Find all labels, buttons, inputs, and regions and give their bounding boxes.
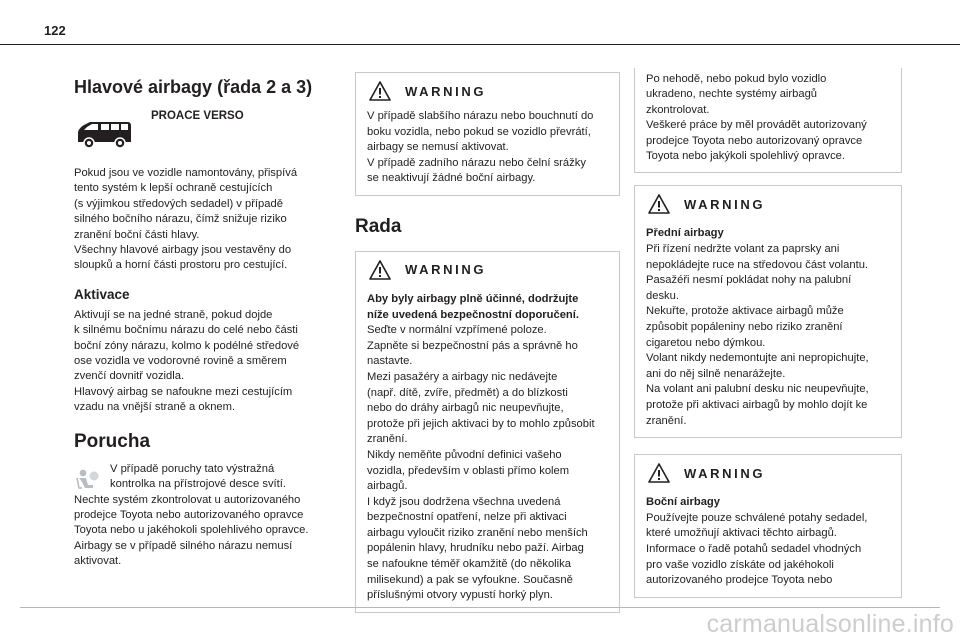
section-title-head-airbags: Hlavové airbagy (řada 2 a 3) (74, 77, 313, 97)
fault-paragraph: Nechte systém zkontrolovat u autorizovaného prodejce Toyota nebo autorizovaného opravce Toyota nebo u jakéhokoli spolehlivého opravce. Airbagy se v případě silného nárazu nemusí aktivovat. (74, 493, 309, 568)
warning-box-1 (355, 72, 620, 196)
warning-triangle-icon (369, 260, 391, 280)
fault-paragraph-lead: V případě poruchy tato výstražná kontrolka na přístrojové desce svítí. (110, 462, 286, 491)
warning-2-lead: Aby byly airbagy plně účinné, dodržujte níže uvedená bezpečnostní doporučení. (367, 292, 579, 321)
warning-title: WARNING (684, 196, 766, 212)
section-title-fault: Porucha (74, 430, 151, 452)
warning-triangle-icon (648, 194, 670, 214)
column-right (634, 68, 902, 598)
airbag-warning-light-icon (74, 468, 100, 490)
model-name: PROACE VERSO (151, 110, 244, 122)
warning-4-text: Používejte pouze schválené potahy sedadel, které umožňují aktivaci těchto airbagů. Informace o řadě potahů sedadel vhodných pro vaše vozidlo získáte od jakéhokoli autorizovaného prodejce Toyota nebo (646, 511, 868, 587)
warning-title: WARNING (684, 465, 766, 481)
warning-header (646, 186, 890, 222)
section-title-advice: Rada (355, 215, 402, 237)
continued-box (634, 68, 902, 173)
warning-title: WARNING (405, 83, 487, 99)
model-row (74, 110, 342, 150)
page-number: 122 (44, 23, 66, 38)
warning-2-text: Seďte v normální vzpřímené poloze. Zapněte si bezpečnostní pás a správně ho nastavte. Mezi pasažéry a airbagy nic nedávejte (např. dítě, zvíře, předmět) a do blízkosti nebo do dráhy airbagů nic neupevňujte, protože při jejich aktivaci by to mohlo způsobit zranění. Nikdy neměňte původní definici vašeho vozidla, především v oblasti přímo kolem airbagů. I když jsou dodržena všechna uvedená bezpečnostní opatření, nelze při aktivaci airbagu vyloučit riziko zranění nebo menších popálenin hlavy, hrudníku nebo paží. Airbag se nafoukne téměř okamžitě (do několika milisekund) a pak se vyfoukne. Současně příslušnými otvory vypustí horký plyn. (367, 324, 595, 602)
warning-header (646, 455, 890, 491)
column-left (74, 70, 342, 570)
warning-triangle-icon (648, 463, 670, 483)
fault-row (74, 462, 342, 493)
warning-1-text: V případě slabšího nárazu nebo bouchnutí do boku vozidla, nebo pokud se vozidlo převrátí, airbagy se nemusí aktivovat. V případě zadního nárazu nebo čelní srážky se neaktivují žádné boční airbagy. (367, 110, 594, 185)
warning-4-lead: Boční airbagy (646, 496, 720, 509)
column-middle (355, 72, 620, 613)
intro-paragraph: Pokud jsou ve vozidle namontovány, přispívá tento systém k lepší ochraně cestujících (s výjimkou středových sedadel) v případě silného bočního nárazu, čímž snižuje riziko zranění boční části hlavy. Všechny hlavové airbagy jsou vestavěny do sloupků a horní části prostoru pro cestující. (74, 167, 298, 272)
warning-box-4 (634, 454, 902, 598)
warning-3-lead: Přední airbagy (646, 227, 724, 240)
van-icon (74, 118, 134, 150)
warning-box-2 (355, 251, 620, 613)
watermark: carmanualsonline.info (706, 610, 954, 638)
warning-header (367, 73, 608, 109)
footer-divider (20, 607, 940, 608)
warning-box-3 (634, 185, 902, 438)
warning-title: WARNING (405, 262, 487, 278)
section-title-activation: Aktivace (74, 286, 130, 302)
warning-3-text: Při řízení nedržte volant za paprsky ani nepokládejte ruce na středovou část volantu. Pasažéři nesmí pokládat nohy na palubní desku. Nekuřte, protože aktivace airbagů může způsobit popáleniny nebo riziko zranění cigaretou nebo dýmkou. Volant nikdy nedemontujte ani nepropichujte, ani do něj silně nenarážejte. Na volant ani palubní desku nic neupevňujte, protože při aktivaci airbagů by mohlo dojít ke zranění. (646, 243, 869, 427)
activation-paragraph: Aktivují se na jedné straně, pokud dojde k silnému bočnímu nárazu do celé nebo části boční zóny nárazu, kolmo k podélné středové ose vozidla ve vodorovné rovině a směrem zvenčí dovnitř vozidla. Hlavový airbag se nafoukne mezi cestujícím vzadu na vnější straně a oknem. (74, 308, 300, 414)
continued-text: Po nehodě, nebo pokud bylo vozidlo ukradeno, nechte systémy airbagů zkontrolovat. Veškeré práce by měl provádět autorizovaný prodejce Toyota nebo autorizovaný opravce Toyota nebo jakýkoli spolehlivý opravce. (646, 73, 867, 163)
header-divider (0, 44, 960, 45)
warning-triangle-icon (369, 81, 391, 101)
warning-header (367, 252, 608, 288)
